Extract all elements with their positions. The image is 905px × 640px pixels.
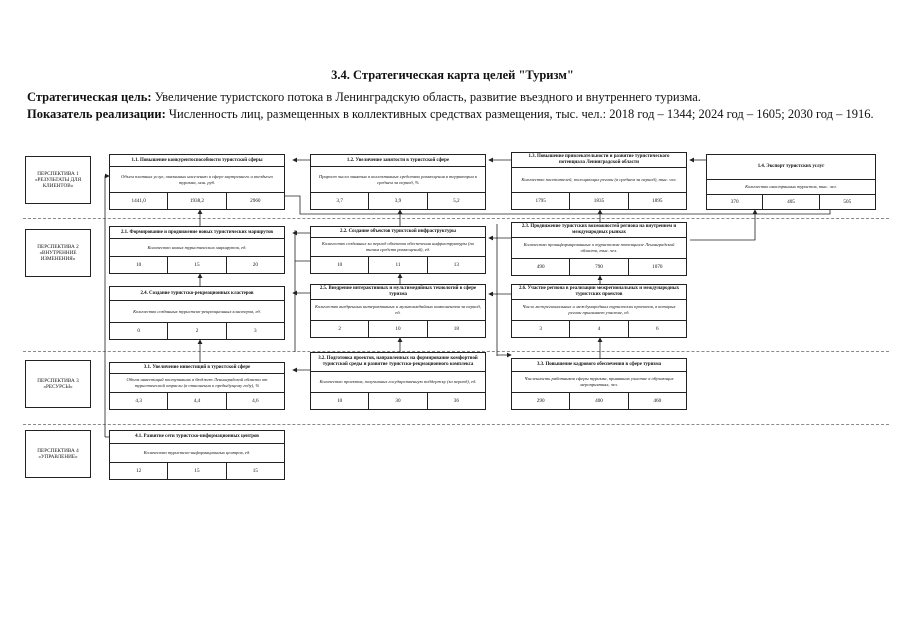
- perspective-3-label: ПЕРСПЕКТИВА 3 «РЕСУРСЫ»: [25, 360, 91, 408]
- goal-values: [512, 393, 686, 409]
- goal-indicator: Количество туристско-информационных центров, ед.: [110, 444, 284, 463]
- implementation-indicator-label: Показатель реализации:: [27, 107, 166, 121]
- goal-values: [311, 321, 485, 337]
- goal-3-1: [109, 362, 285, 410]
- value-2030: 1070: [652, 264, 663, 270]
- goal-values: [512, 321, 686, 337]
- goal-title: 2.3. Продвижение туристских возможностей региона на внутреннем и международных рынках: [512, 223, 686, 238]
- value-2030: 460: [653, 398, 662, 404]
- value-2030: 36: [453, 398, 459, 404]
- goal-1-3: [511, 152, 687, 210]
- goal-2-2: [310, 226, 486, 274]
- goal-values: [311, 393, 485, 409]
- arrow-right-spine: [497, 224, 511, 356]
- value-2030: 1895: [652, 198, 663, 204]
- value-2018: 1795: [512, 193, 570, 209]
- goal-title: 1.4. Экспорт туристских услуг: [707, 155, 875, 180]
- goal-title: 3.3. Повышение кадрового обеспечения в сфере туризма: [512, 359, 686, 372]
- value-2018: 370: [707, 195, 763, 209]
- goal-3-2: [310, 352, 486, 410]
- goal-indicator: Объем платных услуг, оказанных населению в сфере внутреннего и въездного туризма, млн. руб.: [110, 167, 284, 193]
- value-2018: 1441,0: [110, 193, 168, 209]
- value-2030: 15: [252, 468, 258, 474]
- goal-values: [110, 463, 284, 479]
- goal-1-2: [310, 154, 486, 210]
- strategic-goal-label: Стратегическая цель:: [27, 90, 152, 104]
- goal-indicator: Количество созданных за период объектов обеспечения инфраструктуры (по типам средств размещений), ед.: [311, 238, 485, 257]
- value-2024: 400: [570, 393, 628, 409]
- value-2024: 4,4: [168, 393, 226, 409]
- value-2018: 3: [512, 321, 570, 337]
- value-2024: 11: [369, 257, 427, 273]
- value-2024: 15: [168, 257, 226, 273]
- goal-title: 4.1. Развитие сети туристско-информационных центров: [110, 431, 284, 444]
- goal-title: 1.3. Повышение привлекательности и развитие туристического потенциала Ленинградской области: [512, 153, 686, 168]
- value-2030: 3: [254, 328, 257, 334]
- goal-values: [311, 193, 485, 209]
- goal-1-4: [706, 154, 876, 210]
- value-2024: 15: [168, 463, 226, 479]
- value-2030: 5,2: [453, 198, 460, 204]
- goal-indicator: Число межрегиональных и международных туристских проектов, в которых регион принимает участие, ед.: [512, 300, 686, 321]
- value-2030: 2960: [250, 198, 261, 204]
- goal-values: [311, 257, 485, 273]
- goal-indicator: Количество проинформированных о туристском потенциале Ленинградской области, тыс. чел.: [512, 238, 686, 259]
- value-2018: 2: [311, 321, 369, 337]
- goal-indicator: Количество иностранных туристов, тыс. чел.: [707, 180, 875, 195]
- value-2024: 790: [570, 259, 628, 275]
- goal-values: [707, 195, 875, 209]
- goal-title: 2.6. Участие региона в реализации межрегиональных и международных туристских проектов: [512, 285, 686, 300]
- perspective-1-label: ПЕРСПЕКТИВА 1 «РЕЗУЛЬТАТЫ ДЛЯ КЛИЕНТОВ»: [25, 156, 91, 204]
- goal-title: 3.2. Подготовка проектов, направленных на формирование комфортной туристской среды и развитие туристско-рекреационного комплекса: [311, 353, 485, 372]
- arrow-2-3-to-1-4: [690, 210, 755, 240]
- value-2030: 13: [453, 262, 459, 268]
- goal-2-3: [511, 222, 687, 276]
- page-title: 3.4. Стратегическая карта целей "Туризм": [331, 68, 574, 82]
- value-2018: 490: [512, 259, 570, 275]
- value-2030: 20: [252, 262, 258, 268]
- goal-values: [110, 393, 284, 409]
- perspective-4-label: ПЕРСПЕКТИВА 4 «УПРАВЛЕНИЕ»: [25, 430, 91, 478]
- goal-title: 2.2. Создание объектов туристской инфраструктуры: [311, 227, 485, 238]
- value-2018: 0: [110, 323, 168, 339]
- value-2018: 4,3: [110, 393, 168, 409]
- perspective-2-label: ПЕРСПЕКТИВА 2 «ВНУТРЕННИЕ ИЗМЕНЕНИЯ»: [25, 229, 91, 277]
- value-2030: 505: [843, 199, 852, 205]
- goal-indicator: Количество созданных туристско-рекреационных кластеров, ед.: [110, 301, 284, 323]
- goal-indicator: Количество новых туристических маршрутов, ед.: [110, 239, 284, 257]
- value-2024: 1835: [570, 193, 628, 209]
- value-2024: 3,9: [369, 193, 427, 209]
- goal-2-6: [511, 284, 687, 338]
- goal-indicator: Количество внедренных интерактивных и мультимедийных компонентов за период, ед.: [311, 300, 485, 321]
- value-2018: 10: [311, 257, 369, 273]
- value-2030: 18: [453, 326, 459, 332]
- value-2024: 1938,2: [168, 193, 226, 209]
- goal-title: 3.1. Увеличение инвестиций в туристской сфере: [110, 363, 284, 374]
- value-2030: 6: [656, 326, 659, 332]
- value-2018: 3,7: [311, 193, 369, 209]
- goal-values: [110, 257, 284, 273]
- goal-title: 2.1. Формирование и продвижение новых туристических маршрутов: [110, 227, 284, 239]
- value-2018: 10: [311, 393, 369, 409]
- goal-indicator: Прирост числа занятых в коллективных средствах размещения в территории к среднем за период, %: [311, 167, 485, 193]
- goal-title: 1.1. Повышение конкурентоспособности туристской сферы: [110, 155, 284, 167]
- value-2018: 10: [110, 257, 168, 273]
- goal-2-1: [109, 226, 285, 274]
- goal-title: 2.5. Внедрение интерактивных и мультимедийных технологий в сфере туризма: [311, 285, 485, 300]
- value-2018: 290: [512, 393, 570, 409]
- value-2024: 2: [168, 323, 226, 339]
- value-2024: 4: [570, 321, 628, 337]
- goal-3-3: [511, 358, 687, 410]
- implementation-indicator-text: Численность лиц, размещенных в коллективных средствах размещения, тыс. чел.: 2018 год – 1344; 2024 год – 1605; 2030 год – 1916.: [165, 107, 874, 121]
- goal-indicator: Количество проектов, получивших государственную поддержку (за период), ед.: [311, 372, 485, 393]
- value-2030: 4,6: [252, 398, 259, 404]
- strategic-goal-text: Увеличение туристского потока в Ленинградскую область, развитие въездного и внутреннего туризма.: [151, 90, 701, 104]
- arrow-middle-spine: [295, 230, 310, 352]
- goal-2-5: [310, 284, 486, 338]
- goal-4-1: [109, 430, 285, 480]
- goal-values: [110, 323, 284, 339]
- goal-values: [110, 193, 284, 209]
- goal-values: [512, 193, 686, 209]
- value-2024: 10: [369, 321, 427, 337]
- value-2024: 405: [763, 195, 819, 209]
- goal-indicator: Объем инвестиций поступивших в бюджет Ленинградской области от туристической отрасли (в отношении к предыдущему году), %: [110, 374, 284, 393]
- goal-1-1: [109, 154, 285, 210]
- goal-values: [512, 259, 686, 275]
- goal-title: 1.2. Увеличение занятости в туристской сфере: [311, 155, 485, 167]
- goal-indicator: Количество посетителей, посещающих регион (в среднем за период), тыс. чел.: [512, 168, 686, 193]
- goal-indicator: Численность работников сферы туризма, принявших участие в обучающих мероприятиях, чел.: [512, 372, 686, 393]
- goal-title: 2.4. Создание туристско-рекреационных кластеров: [110, 287, 284, 301]
- goal-2-4: [109, 286, 285, 340]
- value-2018: 12: [110, 463, 168, 479]
- value-2024: 30: [369, 393, 427, 409]
